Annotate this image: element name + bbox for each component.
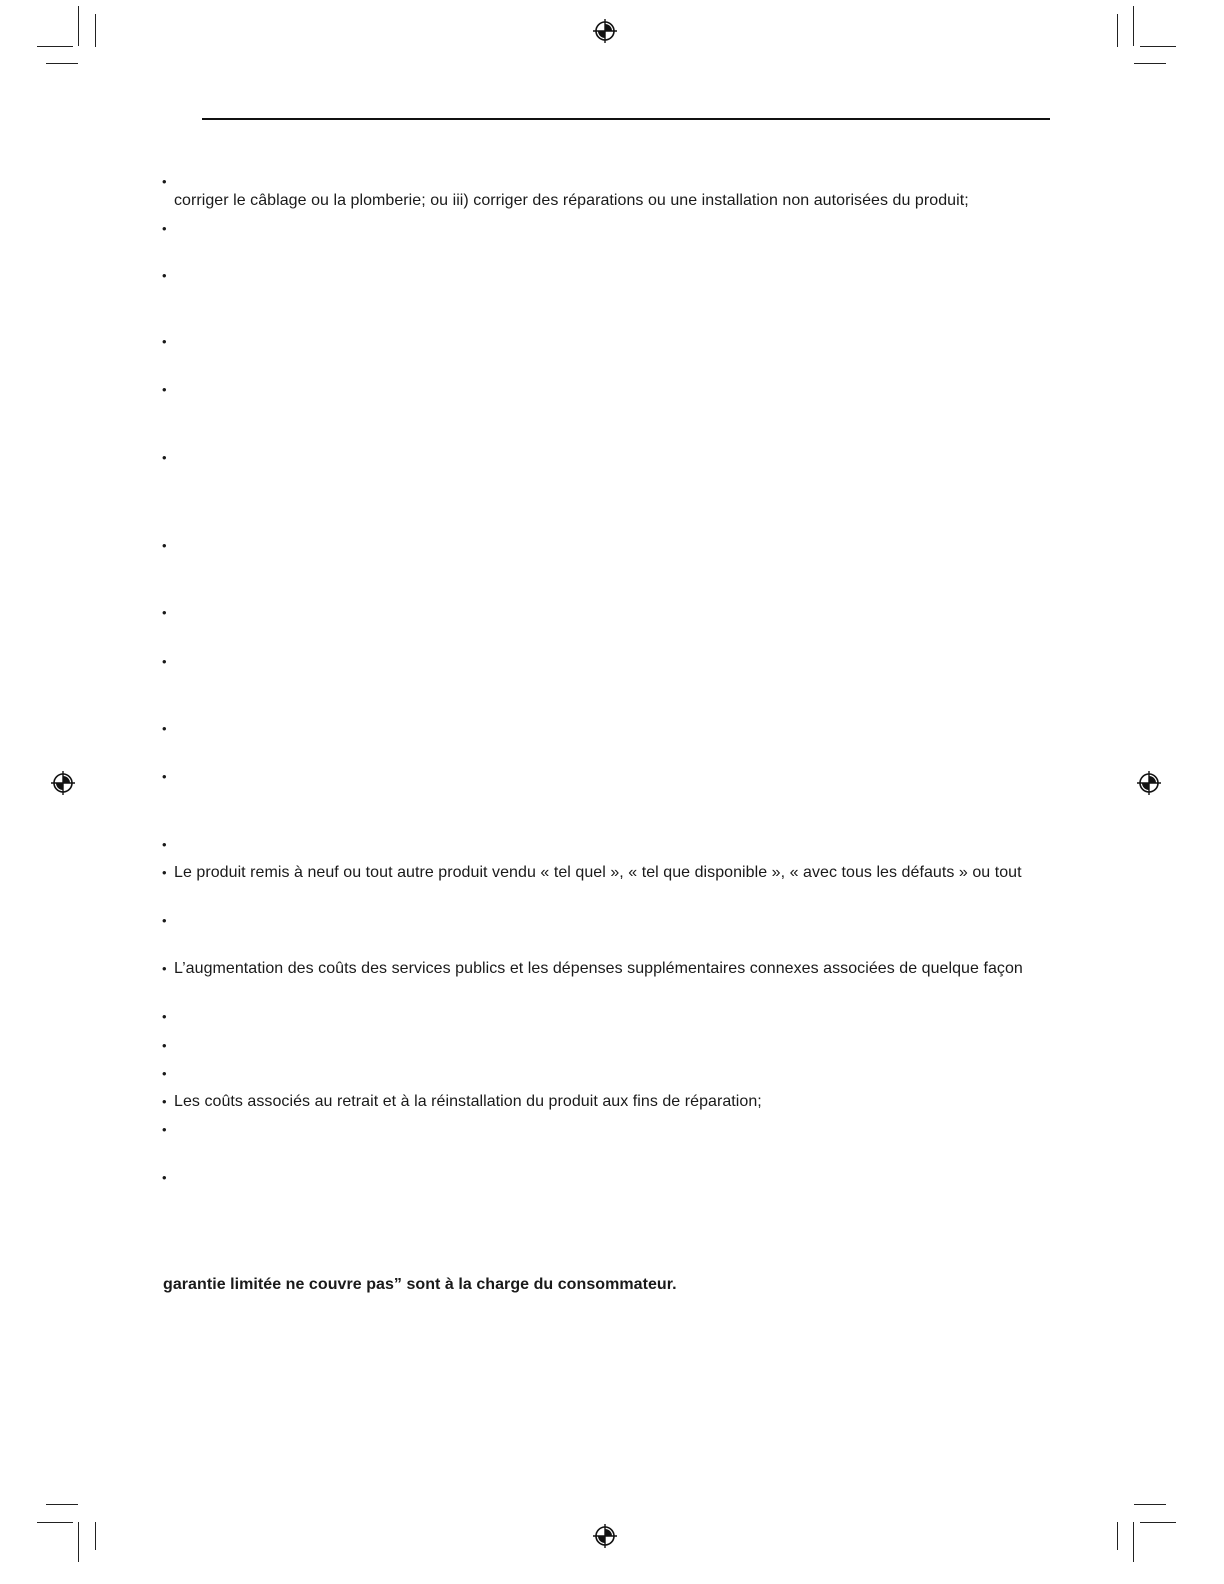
crop-mark (1133, 6, 1134, 46)
registration-mark-icon (1136, 770, 1162, 796)
list-bullet: • (162, 837, 167, 852)
list-item-text: L’augmentation des coûts des services publics et les dépenses supplémentaires connexes associées de quelque façon (174, 960, 1023, 977)
list-bullet: • (162, 268, 167, 283)
list-item-text: Les coûts associés au retrait et à la réinstallation du produit aux fins de réparation; (174, 1093, 762, 1110)
list-bullet: • (162, 450, 167, 465)
crop-mark (1140, 46, 1176, 47)
list-bullet: • (162, 865, 167, 880)
list-bullet: • (162, 721, 167, 736)
crop-mark (37, 46, 73, 47)
crop-mark (1134, 1504, 1166, 1505)
list-bullet: • (162, 1122, 167, 1137)
list-item-text: corriger le câblage ou la plomberie; ou iii) corriger des réparations ou une installation non autorisées du produit; (174, 192, 969, 209)
crop-mark (1133, 1522, 1134, 1562)
crop-mark (95, 1522, 96, 1550)
list-bullet: • (162, 221, 167, 236)
list-bullet: • (162, 1038, 167, 1053)
list-bullet: • (162, 1009, 167, 1024)
crop-mark (1134, 63, 1166, 64)
list-bullet: • (162, 174, 167, 189)
list-bullet: • (162, 538, 167, 553)
crop-mark (37, 1522, 73, 1523)
closing-statement: garantie limitée ne couvre pas” sont à la charge du consommateur. (163, 1276, 677, 1293)
crop-mark (1140, 1522, 1176, 1523)
crop-mark (95, 14, 96, 47)
list-item-text: Le produit remis à neuf ou tout autre produit vendu « tel quel », « tel que disponible », « avec tous les défauts » ou tout (174, 864, 1022, 881)
registration-mark-icon (50, 770, 76, 796)
crop-mark (46, 63, 78, 64)
list-bullet: • (162, 1170, 167, 1185)
crop-mark (1117, 14, 1118, 47)
list-bullet: • (162, 913, 167, 928)
list-bullet: • (162, 1066, 167, 1081)
list-bullet: • (162, 605, 167, 620)
header-rule (202, 118, 1050, 120)
list-bullet: • (162, 334, 167, 349)
crop-mark (78, 6, 79, 46)
list-bullet: • (162, 769, 167, 784)
registration-mark-icon (592, 18, 618, 44)
crop-mark (78, 1522, 79, 1562)
crop-mark (46, 1504, 78, 1505)
list-bullet: • (162, 382, 167, 397)
list-bullet: • (162, 961, 167, 976)
crop-mark (1117, 1522, 1118, 1550)
registration-mark-icon (592, 1523, 618, 1549)
list-bullet: • (162, 1094, 167, 1109)
list-bullet: • (162, 654, 167, 669)
